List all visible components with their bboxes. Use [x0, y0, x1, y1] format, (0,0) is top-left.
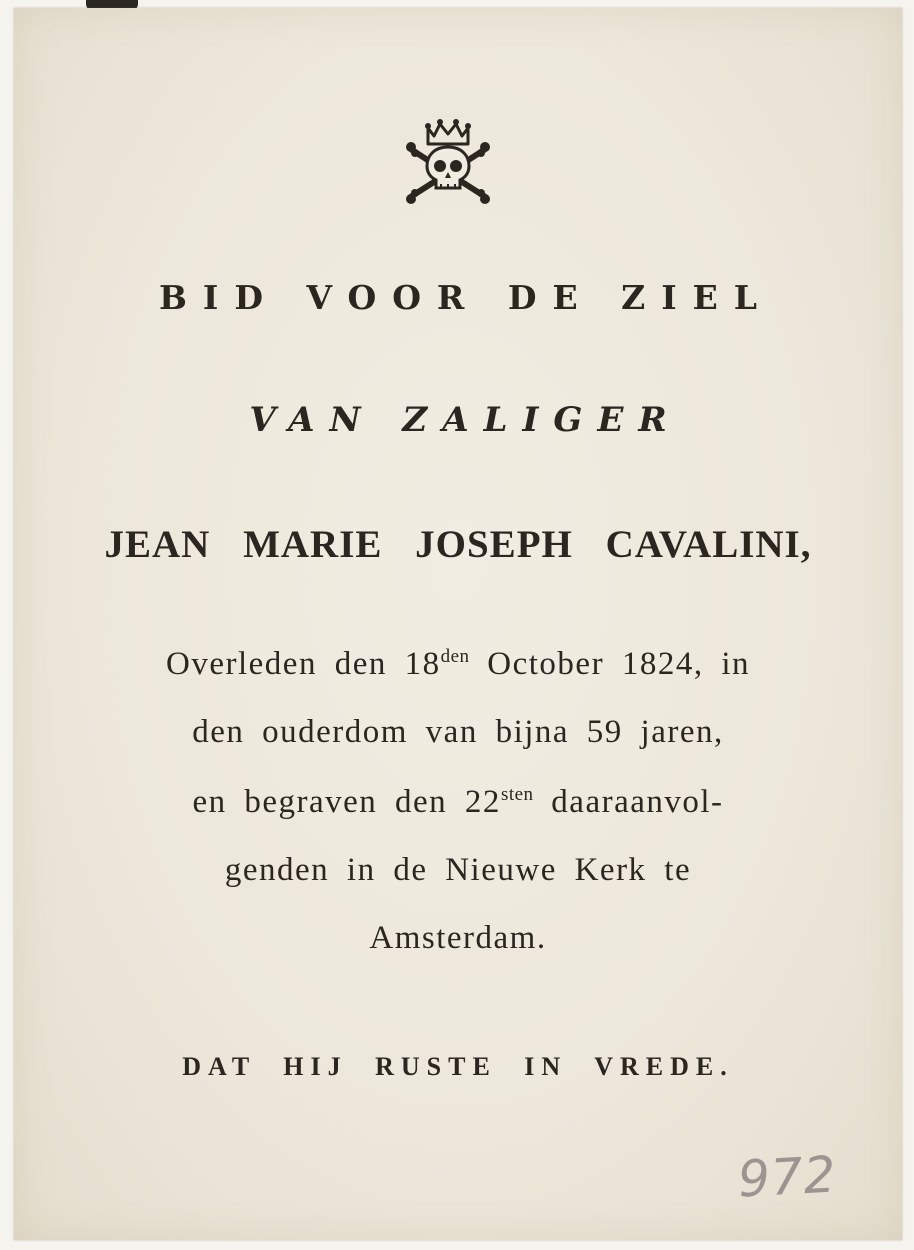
closing-prayer: DAT HIJ RUSTE IN VREDE. — [182, 1052, 734, 1081]
ordinal-suffix-den: den — [440, 646, 470, 667]
text-line-4: genden in de Nieuwe Kerk te — [224, 852, 692, 888]
text-line-5: Amsterdam. — [369, 920, 547, 956]
burial-continuation-text: daaraanvol- — [533, 784, 724, 820]
burial-date-text: en begraven den 22 — [192, 784, 501, 820]
deceased-name: JEAN MARIE JOSEPH CAVALINI, — [104, 523, 812, 566]
crowned-skull-icon — [404, 114, 492, 206]
text-line-1 — [14, 646, 902, 683]
heading-bid-voor-de-ziel: BID VOOR DE ZIEL — [158, 278, 773, 317]
death-date-text: Overleden den 18 — [166, 646, 441, 682]
pencil-inventory-number: 972 — [736, 1145, 838, 1209]
death-year-text: October 1824, in — [469, 646, 750, 682]
text-line-3 — [14, 784, 902, 821]
text-line-2: den ouderdom van bijna 59 jaren, — [192, 714, 724, 750]
ordinal-suffix-sten: sten — [500, 784, 534, 805]
heading-van-zaliger: VAN ZALIGER — [249, 400, 682, 440]
